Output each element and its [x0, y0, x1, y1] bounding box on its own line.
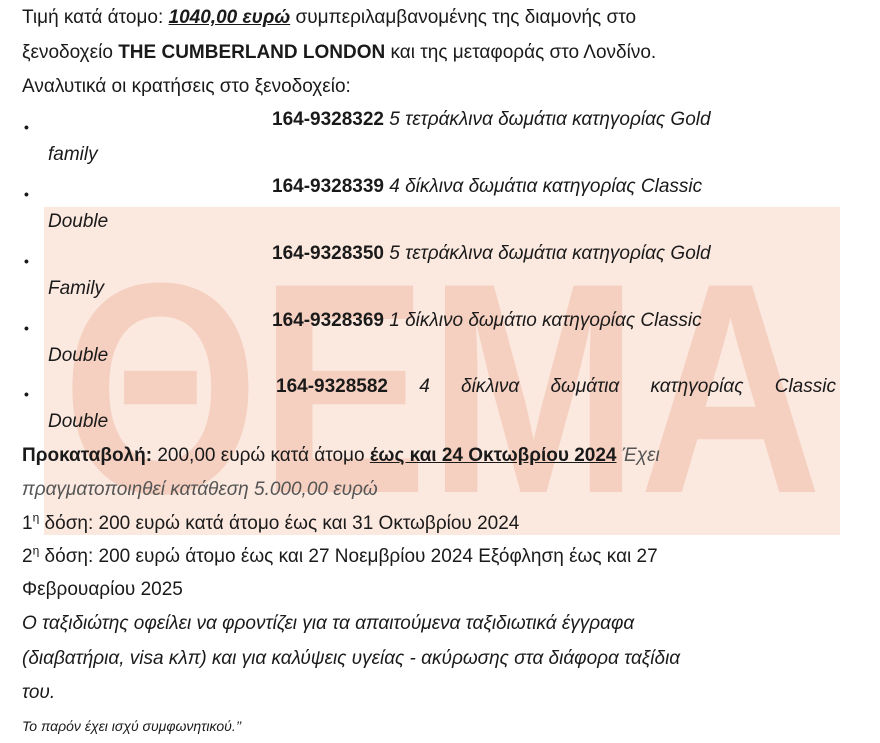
bullet-icon: •: [24, 253, 29, 269]
hotel-name: THE CUMBERLAND LONDON: [118, 42, 386, 63]
installment-1: [22, 512, 519, 536]
installment-sup: η: [32, 543, 40, 558]
installment-num: 1: [22, 513, 33, 534]
bullet-icon: •: [24, 386, 29, 402]
deposit-label: Προκαταβολή:: [22, 445, 153, 466]
booking-cont: Double: [48, 411, 109, 432]
traveler-note-line-3: του.: [22, 682, 56, 703]
hotel-prefix: ξενοδοχείο: [22, 42, 119, 63]
hotel-suffix: και της μεταφοράς στο Λονδίνο.: [385, 42, 657, 63]
booking-item: [272, 175, 702, 199]
installment-2-cont: Φεβρουαρίου 2025: [22, 579, 183, 600]
booking-word: δωμάτια: [550, 376, 620, 397]
deposit-deadline: έως και 24 Οκτωβρίου 2024: [369, 445, 617, 466]
traveler-note-line-2: (διαβατήρια, visa κλπ) και για καλύψεις υγείας - ακύρωσης στα διάφορα ταξίδια: [22, 648, 681, 669]
booking-word: δίκλινα: [461, 376, 520, 397]
closing-statement: Το παρόν έχει ισχύ συμφωνητικού.’’: [22, 718, 242, 734]
bookings-intro: Αναλυτικά οι κρατήσεις στο ξενοδοχείο:: [22, 76, 351, 97]
deposit-note-line: πραγματοποιηθεί κατάθεση 5.000,00 ευρώ: [22, 479, 378, 500]
watermark-text: ΘΕΜΑ: [62, 220, 822, 535]
booking-word: Classic: [774, 376, 836, 397]
deposit-line: [22, 444, 660, 468]
hotel-line: [22, 41, 656, 65]
booking-word: 4: [419, 376, 430, 397]
bullet-icon: •: [24, 119, 29, 135]
bullet-icon: •: [24, 320, 29, 336]
booking-desc: 5 τετράκλινα δωμάτια κατηγορίας Gold: [389, 109, 711, 130]
booking-word: κατηγορίας: [650, 376, 744, 397]
booking-code: 164-9328582: [276, 376, 388, 397]
installment-text: δόση: 200 ευρώ κατά άτομο έως και 31 Οκτωβρίου 2024: [39, 513, 520, 534]
booking-code: 164-9328339: [272, 176, 384, 197]
booking-item: [272, 309, 702, 333]
booking-code: 164-9328322: [272, 109, 384, 130]
booking-cont: Double: [48, 211, 109, 232]
installment-sup: η: [32, 510, 40, 525]
bullet-icon: •: [24, 186, 29, 202]
installment-num: 2: [22, 546, 33, 567]
price-prefix: Τιμή κατά άτομο:: [22, 7, 169, 28]
booking-item: [272, 242, 711, 266]
booking-cont: family: [48, 144, 98, 165]
installment-2: [22, 545, 658, 569]
price-line: [22, 6, 636, 30]
price-suffix: συμπεριλαμβανομένης της διαμονής στο: [290, 7, 637, 28]
deposit-note: Έχει: [616, 445, 660, 466]
installment-text: δόση: 200 ευρώ άτομο έως και 27 Νοεμβρίου 2024 Εξόφληση έως και 27: [39, 546, 658, 567]
deposit-text: 200,00 ευρώ κατά άτομο: [152, 445, 370, 466]
booking-desc: 4 δίκλινα δωμάτια κατηγορίας Classic: [389, 176, 703, 197]
traveler-note-line-1: Ο ταξιδιώτης οφείλει να φροντίζει για τα απαιτούμενα ταξιδιωτικά έγγραφα: [22, 613, 635, 634]
booking-desc: 5 τετράκλινα δωμάτια κατηγορίας Gold: [389, 243, 711, 264]
booking-code: 164-9328350: [272, 243, 384, 264]
booking-cont: Double: [48, 345, 109, 366]
booking-code: 164-9328369: [272, 310, 384, 331]
booking-item: [272, 108, 711, 132]
booking-cont: Family: [48, 278, 104, 299]
price-amount: 1040,00 ευρώ: [168, 7, 291, 28]
booking-item: [276, 375, 836, 399]
booking-desc: 1 δίκλινο δωμάτιο κατηγορίας Classic: [389, 310, 702, 331]
